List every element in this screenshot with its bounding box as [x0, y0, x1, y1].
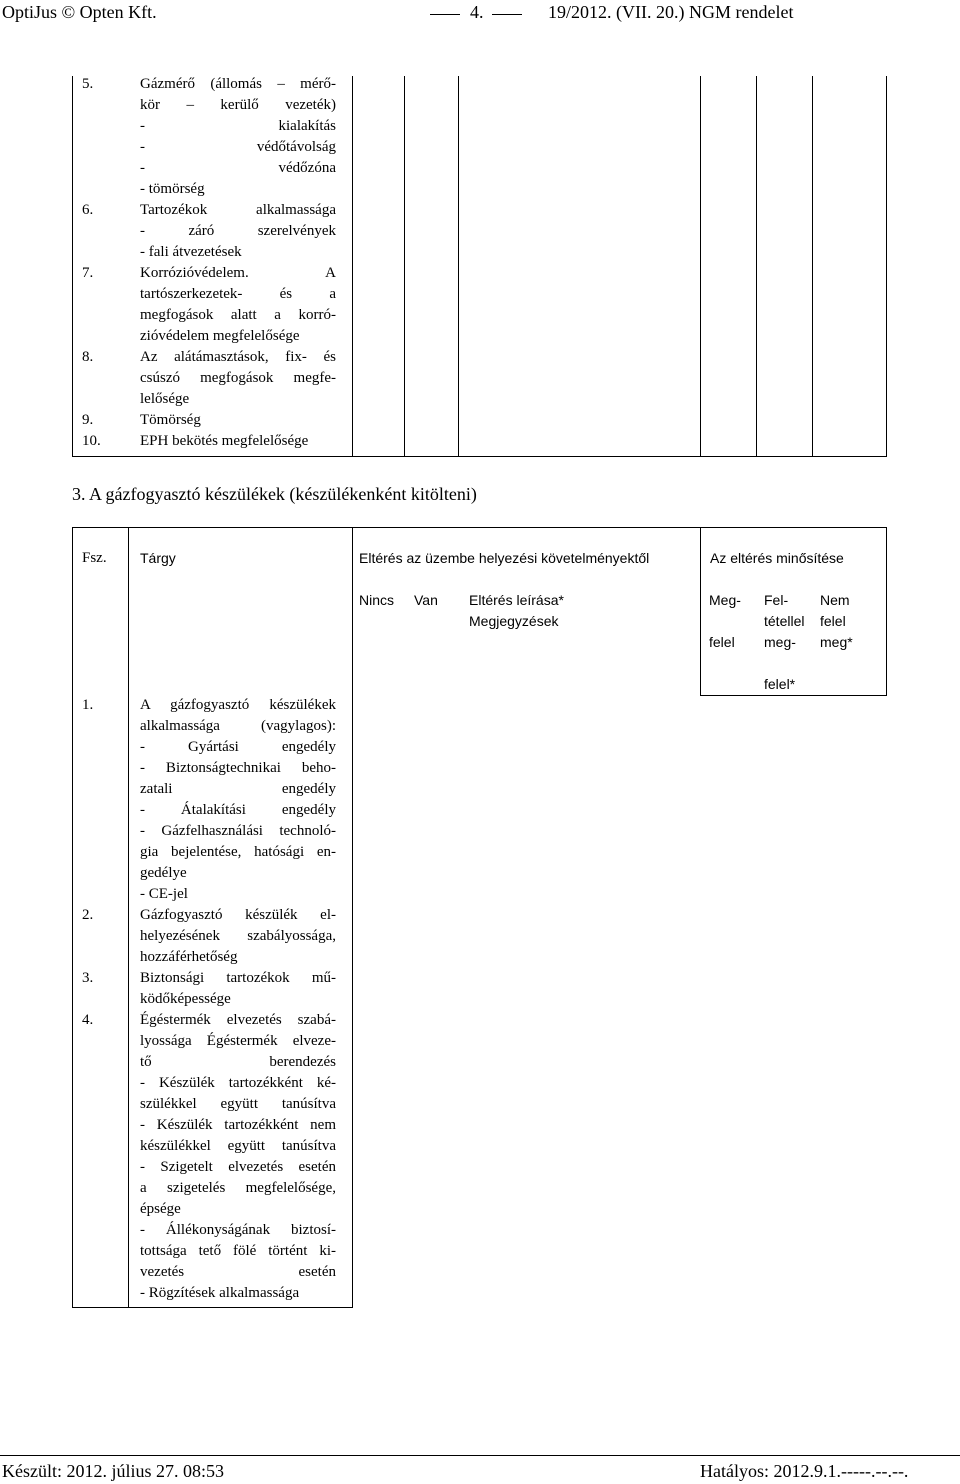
item-text-line: ködőképessége [140, 991, 231, 1007]
item-text-line: - Gázfelhasználási technoló- [140, 823, 336, 839]
item-number: 1. [82, 697, 94, 713]
item-text-line: - tömörség [140, 181, 205, 197]
item-text-line: - záró szerelvények [140, 223, 336, 239]
item-text-line: A gázfogyasztó készülékek [140, 697, 336, 713]
item-text-line: lyossága Égéstermék elveze- [140, 1033, 336, 1049]
item-text-line: épsége [140, 1201, 181, 1217]
item-text-line: Égéstermék elvezetés szabá- [140, 1012, 336, 1028]
item-text-line: EPH bekötés megfelelősége [140, 433, 309, 449]
footer-created: Készült: 2012. július 27. 08:53 [2, 1461, 224, 1481]
header-van: Van [414, 592, 438, 608]
item-number: 4. [82, 1012, 94, 1028]
item-text-line: - Gyártási engedély [140, 739, 336, 755]
item-text-line: a szigetelés megfelelősége, [140, 1180, 336, 1196]
header-nincs: Nincs [359, 592, 395, 608]
header-targy: Tárgy [140, 550, 176, 566]
item-text-line: gia bejelentése, hatósági en- [140, 844, 336, 860]
item-text-line: Tartozékok alkalmassága [140, 202, 336, 218]
item-text-line: - védőzóna [140, 160, 336, 176]
item-text-line: Az alátámasztások, fix- és [140, 349, 336, 365]
header-leiras: Eltérés leírása* [469, 592, 564, 608]
item-text-line: - védőtávolság [140, 139, 336, 155]
item-number: 5. [82, 76, 94, 92]
item-text-line: Korrózióvédelem. A [140, 265, 336, 281]
item-text-line: csúszó megfogások megfe- [140, 370, 336, 386]
item-number: 10. [82, 433, 101, 449]
header-source: OptiJus © Opten Kft. [2, 2, 157, 22]
item-text-line: tottsága tető fölé történt ki- [140, 1243, 336, 1259]
header-feltetellel-2: tétellel [764, 613, 805, 629]
header-dash-left [430, 14, 460, 15]
item-text-line: zatali engedély [140, 781, 336, 797]
header-fsz: Fsz. [82, 550, 107, 566]
item-number: 6. [82, 202, 94, 218]
item-text-line: alkalmassága (vagylagos): [140, 718, 336, 734]
item-text-line: - fali átvezetések [140, 244, 242, 260]
item-text-line: tartószerkezetek- és a [140, 286, 336, 302]
item-text-line: - Szigetelt elvezetés esetén [140, 1159, 336, 1175]
item-text-line: szülékkel együtt tanúsítva [140, 1096, 336, 1112]
header-elteres: Eltérés az üzembe helyezési követelményektől [359, 550, 650, 566]
item-text-line: tő berendezés [140, 1054, 336, 1070]
item-number: 2. [82, 907, 94, 923]
item-text-line: - CE-jel [140, 886, 188, 902]
item-text-line: Gázmérő (állomás – mérő- [140, 76, 336, 92]
item-text-line: készülékkel együtt tanúsítva [140, 1138, 336, 1154]
item-text-line: - Készülék tartozékként ké- [140, 1075, 336, 1091]
item-text-line: Gázfogyasztó készülék el- [140, 907, 336, 923]
header-megfelel-2: felel [709, 634, 735, 650]
item-text-line: Tömörség [140, 412, 201, 428]
section-3-title: 3. A gázfogyasztó készülékek (készülékenként kitölteni) [72, 484, 477, 504]
item-text-line: zióvédelem megfelelősége [140, 328, 300, 344]
footer-rule [0, 1455, 960, 1456]
item-text-line: kör – kerülő vezeték) [140, 97, 336, 113]
item-text-line: - Biztonságtechnikai beho- [140, 760, 336, 776]
item-text-line: - Állékonyságának biztosí- [140, 1222, 336, 1238]
header-feltetellel-1: Fel- [764, 592, 789, 608]
header-nem-3: meg* [820, 634, 853, 650]
item-text-line: Biztonsági tartozékok mű- [140, 970, 336, 986]
item-text-line: megfogások alatt a korró- [140, 307, 336, 323]
item-number: 8. [82, 349, 94, 365]
header-nem-2: felel [820, 613, 846, 629]
header-megjegyzesek: Megjegyzések [469, 613, 559, 629]
item-text-line: - Készülék tartozékként nem [140, 1117, 336, 1133]
item-text-line: helyezésének szabályossága, [140, 928, 336, 944]
header-dash-right [492, 14, 522, 15]
footer-effective: Hatályos: 2012.9.1.-----.--.--. [700, 1461, 909, 1481]
header-minosites: Az eltérés minősítése [710, 550, 844, 566]
item-text-line: - Átalakítási engedély [140, 802, 336, 818]
item-text-line: vezetés esetén [140, 1264, 336, 1280]
header-regulation: 19/2012. (VII. 20.) NGM rendelet [548, 2, 794, 22]
item-text-line: lelősége [140, 391, 190, 407]
header-feltetellel-4: felel* [764, 676, 796, 692]
header-nem-1: Nem [820, 592, 850, 608]
item-text-line: gedélye [140, 865, 187, 881]
item-number: 9. [82, 412, 94, 428]
item-text-line: - kialakítás [140, 118, 336, 134]
item-text-line: hozzáférhetőség [140, 949, 238, 965]
header-megfelel-1: Meg- [709, 592, 741, 608]
header-page-number: 4. [470, 2, 484, 22]
item-text-line: - Rögzítések alkalmassága [140, 1285, 300, 1301]
header-feltetellel-3: meg- [764, 634, 796, 650]
item-number: 3. [82, 970, 94, 986]
item-number: 7. [82, 265, 94, 281]
